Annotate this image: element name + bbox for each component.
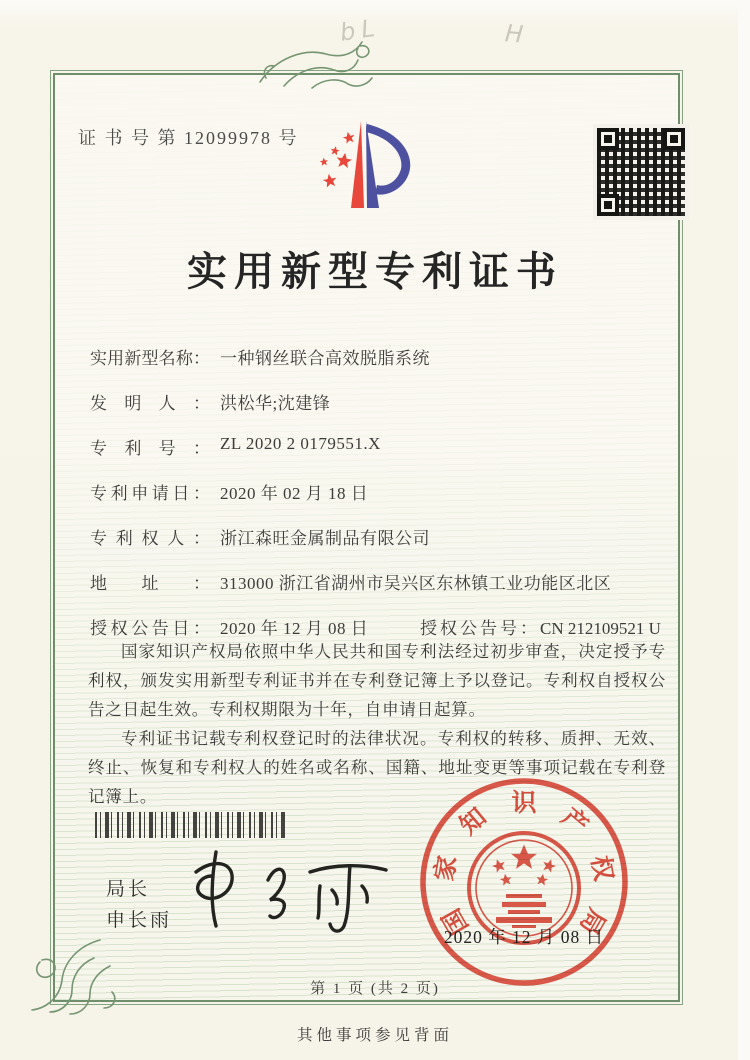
field-value: 洪松华;沈建锋 [220, 394, 331, 413]
legal-paragraph-1: 国家知识产权局依照中华人民共和国专利法经过初步审查，决定授予专利权，颁发实用新型专利证书并在专利登记簿上予以登记。专利权自授权公告之日起生效。专利权期限为十年，自申请日起算。 [88, 642, 666, 719]
qr-finder-icon [663, 128, 685, 150]
field-value: ZL 2020 2 0179551.X [220, 434, 381, 453]
seal-ring-char: 权 [585, 853, 617, 884]
field-row-patentee [90, 524, 665, 549]
issuer-title: 局长 [106, 879, 151, 900]
field-grant-publication-no [420, 614, 661, 639]
handwritten-signature-icon [182, 842, 402, 942]
seal-ring-char: 产 [556, 803, 593, 841]
field-value: 2020 年 02 月 18 日 [220, 484, 369, 503]
page-number: 第 1 页 (共 2 页) [310, 981, 440, 997]
pencil-mark-left: bL [338, 13, 383, 47]
field-value: 313000 浙江省湖州市吴兴区东林镇工业功能区北区 [220, 574, 612, 593]
pencil-mark-right: H [503, 19, 525, 49]
scan-edge [738, 0, 750, 1060]
field-row-patent-name [90, 344, 665, 369]
cnipa-patent-logo-icon [315, 118, 427, 216]
field-label: 授权公告日： [90, 619, 210, 638]
field-row-inventors [90, 389, 665, 414]
seal-date: 2020 年 12 月 08 日 [443, 927, 605, 947]
field-value: 2020 年 12 月 08 日 [220, 619, 369, 638]
legal-paragraph-2: 专利证书记载专利权登记时的法律状况。专利权的转移、质押、无效、终止、恢复和专利权人的姓名或名称、国籍、地址变更等事项记载在专利登记簿上。 [88, 729, 666, 806]
issuer-name: 申长雨 [106, 910, 173, 931]
field-label: 地址： [90, 574, 210, 593]
field-label: 专利号： [90, 439, 210, 458]
seal-ring-char: 识 [511, 790, 537, 817]
field-label: 授权公告号： [420, 619, 540, 638]
back-side-note: 其他事项参见背面 [296, 1027, 453, 1044]
field-label: 实用新型名称： [90, 349, 210, 368]
field-label: 发明人： [90, 394, 210, 413]
cnipa-round-seal [418, 776, 630, 988]
seal-ring-char: 国 [438, 903, 474, 939]
qr-finder-icon [597, 128, 619, 150]
field-row-filing-date [90, 479, 665, 504]
field-row-patent-number [90, 434, 665, 459]
field-row-address [90, 569, 665, 594]
field-value: 浙江森旺金属制品有限公司 [220, 529, 430, 548]
seal-ring-char: 知 [455, 803, 492, 841]
field-value: 一种钢丝联合高效脱脂系统 [220, 349, 430, 368]
seal-ring-char: 家 [431, 853, 463, 884]
barcode [95, 812, 285, 838]
certificate-number: 证 书 号 第 12099978 号 [78, 128, 299, 148]
field-value: CN 212109521 U [540, 619, 661, 638]
certificate-title: 实用新型专利证书 [187, 249, 563, 294]
qr-finder-icon [597, 194, 619, 216]
qr-code [597, 128, 685, 216]
field-row-grant-date [90, 614, 665, 639]
seal-ring-char: 局 [574, 903, 610, 939]
field-label: 专利权人： [90, 529, 210, 548]
field-label: 专利申请日： [90, 484, 210, 503]
